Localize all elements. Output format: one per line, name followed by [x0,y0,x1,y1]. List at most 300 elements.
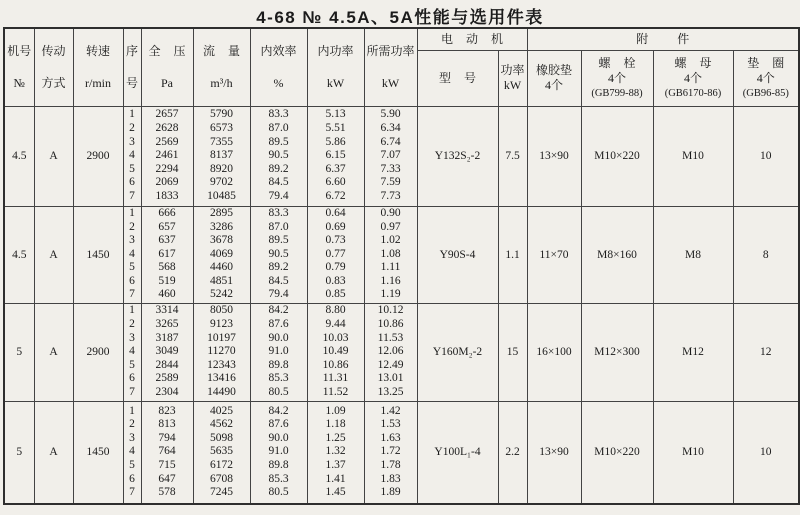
required-power-column-cell [364,303,417,401]
value-line: 3187 [155,331,179,344]
header-seq-line1: 序 [125,43,138,58]
value-line: 80.5 [268,385,289,398]
value-line: 79.4 [268,189,289,202]
value-line: 5 [129,261,135,274]
bolt-cell: M10×220 [581,401,653,504]
value-line: 2461 [155,149,179,162]
machine-no-cell: 4.5 [4,106,34,206]
internal-power-values [308,304,364,399]
header-machine-no-line2: № [13,75,25,90]
seq-values [124,207,141,302]
seq-column-cell [123,303,141,401]
header-machine-no-line1: 机号 [7,43,32,58]
value-line: 8137 [210,149,233,162]
value-line: 91.0 [268,345,289,358]
value-line: 0.85 [325,288,346,301]
required-power-column-cell [364,106,417,206]
efficiency-values [251,108,307,203]
value-line: 1.83 [380,472,401,485]
pressure-column-cell [141,106,193,206]
value-line: 1.19 [380,288,401,301]
header-pressure [141,28,193,106]
value-line: 84.5 [268,274,289,287]
motor-power-cell: 15 [498,303,527,401]
required-power-values [365,304,417,399]
efficiency-column-cell [250,303,307,401]
page-title: 4-68 № 4.5A、5A性能与选用件表 [256,8,544,27]
header-rubber-pad [527,50,581,106]
flow-values [194,304,250,399]
value-line: 666 [158,206,176,219]
seq-column-cell [123,106,141,206]
value-line: 1 [129,206,135,219]
value-line: 5 [129,162,135,175]
value-line: 2 [129,418,135,431]
value-line: 6 [129,274,135,287]
speed-cell: 2900 [73,303,123,401]
washer-cell: 12 [733,303,799,401]
value-line: 1.32 [325,445,346,458]
value-line: 1.08 [380,247,401,260]
motor-model-cell: Y100L₁-4 [417,401,498,504]
value-line: 5635 [210,445,233,458]
motor-model-cell: Y132S₂-2 [417,106,498,206]
drive-cell: A [34,206,73,303]
machine-no-cell: 5 [4,303,34,401]
value-line: 1.53 [380,418,401,431]
required-power-values [365,108,417,203]
motor-model-cell: Y90S-4 [417,206,498,303]
value-line: 10.49 [322,345,349,358]
header-bolt-line1: 螺 栓 [598,55,636,70]
header-internal-power-line2: kW [326,75,345,90]
value-line: 1.42 [380,404,401,417]
bolt-cell: M10×220 [581,106,653,206]
value-line: 3 [129,431,135,444]
value-line: 79.4 [268,288,289,301]
machine-no-cell: 4.5 [4,206,34,303]
value-line: 13.01 [377,372,404,385]
value-line: 5.13 [325,108,346,121]
value-line: 89.5 [268,135,289,148]
rubber-pad-cell: 16×100 [527,303,581,401]
value-line: 7355 [210,135,233,148]
pressure-column-cell [141,206,193,303]
value-line: 5 [129,459,135,472]
header-drive-line1: 传动 [41,43,66,58]
header-washer-line2: 4个 [756,70,775,85]
header-efficiency [250,28,307,106]
table-header [4,28,799,106]
header-flow-line1: 流 量 [202,43,240,58]
speed-cell: 2900 [73,106,123,206]
rubber-pad-cell: 13×90 [527,106,581,206]
value-line: 4 [129,345,135,358]
required-power-column-cell [364,401,417,504]
value-line: 4851 [210,274,233,287]
value-line: 84.2 [268,304,289,317]
header-internal-power [307,28,364,106]
pressure-values [142,304,193,399]
header-rubber-pad-line2: 4个 [545,78,564,92]
value-line: 1 [129,108,135,121]
flow-column-cell [193,106,250,206]
header-nut-standard: (GB6170-86) [664,87,722,99]
value-line: 6.37 [325,162,346,175]
efficiency-column-cell [250,401,307,504]
header-motor-model: 型 号 [417,50,498,106]
value-line: 89.2 [268,261,289,274]
value-line: 1.41 [325,472,346,485]
value-line: 4 [129,445,135,458]
value-line: 7.33 [380,162,401,175]
value-line: 0.64 [325,206,346,219]
value-line: 3049 [155,345,179,358]
header-required-power [364,28,417,106]
value-line: 2069 [155,176,179,189]
value-line: 2657 [155,108,179,121]
header-flow [193,28,250,106]
required-power-values [365,207,417,302]
nut-cell: M10 [653,401,733,504]
value-line: 1.18 [325,418,346,431]
value-line: 13416 [207,372,236,385]
value-line: 1 [129,304,135,317]
value-line: 1.78 [380,459,401,472]
value-line: 1.09 [325,404,346,417]
value-line: 90.0 [268,331,289,344]
value-line: 4 [129,247,135,260]
seq-values [124,108,141,203]
value-line: 84.5 [268,176,289,189]
value-line: 3678 [210,234,233,247]
value-line: 83.3 [268,206,289,219]
value-line: 5 [129,358,135,371]
efficiency-values [251,207,307,302]
internal-power-values [308,108,364,203]
header-pressure-line1: 全 压 [148,43,186,58]
seq-column-cell [123,206,141,303]
value-line: 1.11 [380,261,401,274]
header-washer-standard: (GB96-85) [742,87,789,99]
header-motor-power [498,50,527,106]
value-line: 6708 [210,472,233,485]
value-line: 0.79 [325,261,346,274]
rubber-pad-cell: 13×90 [527,401,581,504]
value-line: 10.86 [322,358,349,371]
value-line: 2 [129,318,135,331]
value-line: 9123 [210,318,233,331]
value-line: 1833 [155,189,179,202]
value-line: 6.34 [380,122,401,135]
value-line: 2589 [155,372,179,385]
value-line: 89.2 [268,162,289,175]
header-flow-line2: m³/h [210,75,233,90]
value-line: 91.0 [268,445,289,458]
header-motor-group: 电 动 机 [417,28,527,50]
header-bolt-line2: 4个 [608,70,627,85]
value-line: 2569 [155,135,179,148]
pressure-column-cell [141,303,193,401]
header-motor-power-line1: 功率 [500,63,525,77]
header-pressure-line2: Pa [161,75,173,90]
drive-cell: A [34,106,73,206]
flow-values [194,405,250,500]
header-washer [733,50,799,106]
value-line: 0.90 [380,206,401,219]
speed-cell: 1450 [73,401,123,504]
value-line: 0.83 [325,274,346,287]
value-line: 7.07 [380,149,401,162]
value-line: 5.90 [380,108,401,121]
table-body [4,106,799,504]
value-line: 3 [129,331,135,344]
value-line: 4460 [210,261,233,274]
value-line: 2628 [155,122,179,135]
value-line: 4562 [210,418,233,431]
value-line: 2895 [210,206,233,219]
value-line: 0.73 [325,234,346,247]
seq-column-cell [123,401,141,504]
pressure-values [142,405,193,500]
value-line: 6573 [210,122,233,135]
bolt-cell: M8×160 [581,206,653,303]
pressure-column-cell [141,401,193,504]
value-line: 85.3 [268,372,289,385]
header-seq-line2: 号 [125,75,138,90]
efficiency-values [251,405,307,500]
value-line: 8.80 [325,304,346,317]
value-line: 2 [129,220,135,233]
value-line: 7 [129,288,135,301]
value-line: 5.86 [325,135,346,148]
value-line: 6 [129,176,135,189]
value-line: 11.53 [377,331,404,344]
value-line: 7 [129,189,135,202]
value-line: 5098 [210,431,233,444]
header-speed [73,28,123,106]
header-nut [653,50,733,106]
value-line: 6 [129,372,135,385]
header-required-power-line2: kW [381,75,400,90]
header-speed-line1: 转速 [85,43,110,58]
value-line: 85.3 [268,472,289,485]
flow-column-cell [193,401,250,504]
value-line: 6.15 [325,149,346,162]
value-line: 4 [129,149,135,162]
drive-cell: A [34,401,73,504]
value-line: 2304 [155,385,179,398]
value-line: 8050 [210,304,233,317]
value-line: 80.5 [268,486,289,499]
internal-power-column-cell [307,206,364,303]
value-line: 14490 [207,385,236,398]
header-seq [123,28,141,106]
value-line: 0.97 [380,220,401,233]
header-washer-line1: 垫 圈 [747,55,785,70]
header-efficiency-line1: 内效率 [260,43,297,58]
value-line: 6.60 [325,176,346,189]
value-line: 3 [129,234,135,247]
pressure-values [142,108,193,203]
data-block-row [4,106,799,206]
header-nut-line2: 4个 [684,70,703,85]
value-line: 13.25 [377,385,404,398]
nut-cell: M12 [653,303,733,401]
value-line: 2 [129,122,135,135]
value-line: 1.25 [325,431,346,444]
value-line: 12343 [207,358,236,371]
internal-power-values [308,207,364,302]
pressure-values [142,207,193,302]
value-line: 823 [158,404,176,417]
value-line: 813 [158,418,176,431]
internal-power-column-cell [307,303,364,401]
value-line: 3286 [210,220,233,233]
value-line: 11.31 [322,372,349,385]
value-line: 3 [129,135,135,148]
efficiency-column-cell [250,206,307,303]
value-line: 794 [158,431,176,444]
value-line: 10485 [207,189,236,202]
value-line: 1.63 [380,431,401,444]
value-line: 7 [129,486,135,499]
value-line: 87.6 [268,318,289,331]
value-line: 12.49 [377,358,404,371]
value-line: 647 [158,472,176,485]
header-accessory-group: 附 件 [527,28,799,50]
value-line: 6.72 [325,189,346,202]
flow-column-cell [193,303,250,401]
value-line: 7.59 [380,176,401,189]
value-line: 89.8 [268,358,289,371]
value-line: 8920 [210,162,233,175]
value-line: 12.06 [377,345,404,358]
header-required-power-line1: 所需功率 [366,43,415,58]
data-block-row [4,206,799,303]
value-line: 4025 [210,404,233,417]
value-line: 11.52 [322,385,349,398]
motor-model-cell: Y160M₂-2 [417,303,498,401]
value-line: 11270 [207,345,236,358]
value-line: 10.12 [377,304,404,317]
value-line: 2294 [155,162,179,175]
value-line: 1.16 [380,274,401,287]
value-line: 89.5 [268,234,289,247]
value-line: 6.74 [380,135,401,148]
washer-cell: 10 [733,106,799,206]
flow-values [194,207,250,302]
value-line: 87.6 [268,418,289,431]
value-line: 6 [129,472,135,485]
value-line: 1.02 [380,234,401,247]
data-block-row [4,401,799,504]
internal-power-column-cell [307,106,364,206]
value-line: 0.77 [325,247,346,260]
value-line: 84.2 [268,404,289,417]
header-rubber-pad-line1: 橡胶垫 [536,63,573,77]
nut-cell: M10 [653,106,733,206]
value-line: 90.5 [268,149,289,162]
machine-no-cell: 5 [4,401,34,504]
value-line: 1.45 [325,486,346,499]
value-line: 1.37 [325,459,346,472]
header-internal-power-line1: 内功率 [317,43,354,58]
value-line: 657 [158,220,176,233]
efficiency-column-cell [250,106,307,206]
value-line: 9.44 [325,318,346,331]
value-line: 87.0 [268,220,289,233]
required-power-values [365,405,417,500]
header-machine-no [4,28,34,106]
value-line: 9702 [210,176,233,189]
value-line: 7.73 [380,189,401,202]
value-line: 764 [158,445,176,458]
value-line: 90.0 [268,431,289,444]
drive-cell: A [34,303,73,401]
value-line: 5242 [210,288,233,301]
header-motor-power-line2: kW [503,78,522,92]
value-line: 10.03 [322,331,349,344]
value-line: 1.72 [380,445,401,458]
header-speed-line2: r/min [85,75,111,90]
value-line: 83.3 [268,108,289,121]
value-line: 3314 [155,304,179,317]
seq-values [124,405,141,500]
value-line: 5790 [210,108,233,121]
rubber-pad-cell: 11×70 [527,206,581,303]
header-efficiency-line2: % [273,75,284,90]
value-line: 568 [158,261,176,274]
value-line: 90.5 [268,247,289,260]
header-bolt-standard: (GB799-88) [591,87,643,99]
header-nut-line1: 螺 母 [674,55,712,70]
required-power-column-cell [364,206,417,303]
motor-power-cell: 1.1 [498,206,527,303]
internal-power-column-cell [307,401,364,504]
washer-cell: 10 [733,401,799,504]
nut-cell: M8 [653,206,733,303]
seq-values [124,304,141,399]
value-line: 89.8 [268,459,289,472]
washer-cell: 8 [733,206,799,303]
speed-cell: 1450 [73,206,123,303]
motor-power-cell: 7.5 [498,106,527,206]
value-line: 10.86 [377,318,404,331]
value-line: 10197 [207,331,236,344]
bolt-cell: M12×300 [581,303,653,401]
value-line: 617 [158,247,176,260]
value-line: 5.51 [325,122,346,135]
flow-values [194,108,250,203]
value-line: 0.69 [325,220,346,233]
value-line: 4069 [210,247,233,260]
value-line: 87.0 [268,122,289,135]
value-line: 7 [129,385,135,398]
value-line: 578 [158,486,176,499]
header-bolt [581,50,653,106]
value-line: 519 [158,274,176,287]
value-line: 637 [158,234,176,247]
flow-column-cell [193,206,250,303]
value-line: 1 [129,404,135,417]
value-line: 6172 [210,459,233,472]
data-block-row [4,303,799,401]
value-line: 7245 [210,486,233,499]
performance-table [3,27,800,505]
value-line: 1.89 [380,486,401,499]
value-line: 715 [158,459,176,472]
